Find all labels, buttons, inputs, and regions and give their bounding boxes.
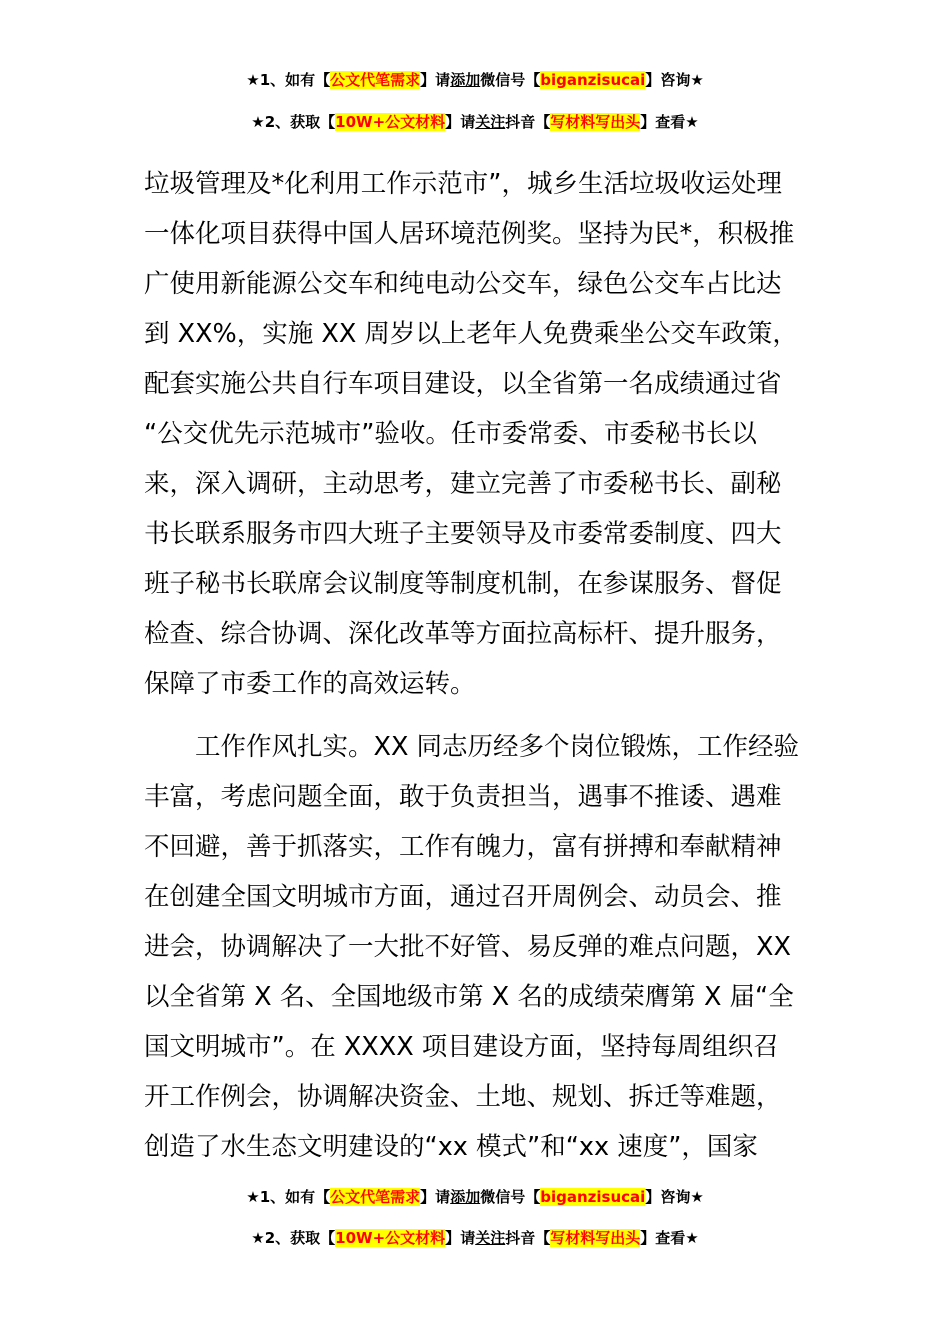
highlight-service: 公文代笔需求 — [330, 1188, 421, 1206]
text-line: 国文明城市”。在 XXXX 项目建设方面，坚持每周组织召 — [144, 1032, 779, 1062]
text-line: 开工作例会，协调解决资金、土地、规划、拆迁等难题， — [144, 1082, 782, 1112]
star-icon: ★ — [251, 1229, 265, 1247]
highlight-wechat-id: biganzisucai — [540, 71, 646, 89]
text-line: 在创建全国文明城市方面，通过召开周例会、动员会、推 — [144, 882, 782, 912]
text-line: 配套实施公共自行车项目建设，以全省第一名成绩通过省 — [144, 369, 782, 399]
text-line: 创造了水生态文明建设的“xx 模式”和“xx 速度”，国家 — [144, 1132, 758, 1162]
text-line: 书长联系服务市四大班子主要领导及市委常委制度、四大 — [144, 519, 782, 549]
highlight-materials: 10W+公文材料 — [335, 1229, 446, 1247]
highlight-wechat-id: biganzisucai — [540, 1188, 646, 1206]
text-line: 垃圾管理及*化利用工作示范市”，城乡生活垃圾收运处理 — [144, 169, 782, 199]
text-line: 丰富，考虑问题全面，敢于负责担当，遇事不推诿、遇难 — [144, 782, 782, 812]
star-icon: ★ — [246, 1188, 260, 1206]
text-line: 以全省第 X 名、全国地级市第 X 名的成绩荣膺第 X 届“全 — [144, 982, 794, 1012]
paragraph-2 — [144, 722, 808, 1172]
text-line: 一体化项目获得中国人居环境范例奖。坚持为民*，积极推 — [144, 219, 795, 249]
highlight-materials: 10W+公文材料 — [335, 113, 446, 131]
header-ad-line-2: ★2、获取【10W+公文材料】请关注抖音【写材料写出头】查看★ — [251, 113, 699, 131]
text-line: “公交优先示范城市”验收。任市委常委、市委秘书长以 — [144, 419, 757, 449]
paragraph-1 — [144, 159, 808, 709]
highlight-douyin-id: 写材料写出头 — [550, 1229, 641, 1247]
text-line: 来，深入调研，主动思考，建立完善了市委秘书长、副秘 — [144, 469, 782, 499]
text-line: 工作作风扎实。XX 同志历经多个岗位锻炼，工作经验 — [144, 732, 800, 762]
highlight-douyin-id: 写材料写出头 — [550, 113, 641, 131]
footer-ad-line-1: ★1、如有【公文代笔需求】请添加微信号【biganzisucai】咨询★ — [246, 1188, 704, 1206]
text-line: 到 XX%，实施 XX 周岁以上老年人免费乘坐公交车政策， — [144, 319, 798, 349]
text-line: 进会，协调解决了一大批不好管、易反弹的难点问题，XX — [144, 932, 791, 962]
highlight-service: 公文代笔需求 — [330, 71, 421, 89]
header-ad-line-1: ★1、如有【公文代笔需求】请添加微信号【biganzisucai】咨询★ — [246, 71, 704, 89]
footer-ad-line-2: ★2、获取【10W+公文材料】请关注抖音【写材料写出头】查看★ — [251, 1229, 699, 1247]
text-line: 广使用新能源公交车和纯电动公交车，绿色公交车占比达 — [144, 269, 782, 299]
text-line: 保障了市委工作的高效运转。 — [144, 669, 476, 699]
star-icon: ★ — [251, 113, 265, 131]
star-icon: ★ — [246, 71, 260, 89]
text-line: 检查、综合协调、深化改革等方面拉高标杆、提升服务， — [144, 619, 782, 649]
text-line: 班子秘书长联席会议制度等制度机制，在参谋服务、督促 — [144, 569, 782, 599]
text-line: 不回避，善于抓落实，工作有魄力，富有拼搏和奉献精神 — [144, 832, 782, 862]
